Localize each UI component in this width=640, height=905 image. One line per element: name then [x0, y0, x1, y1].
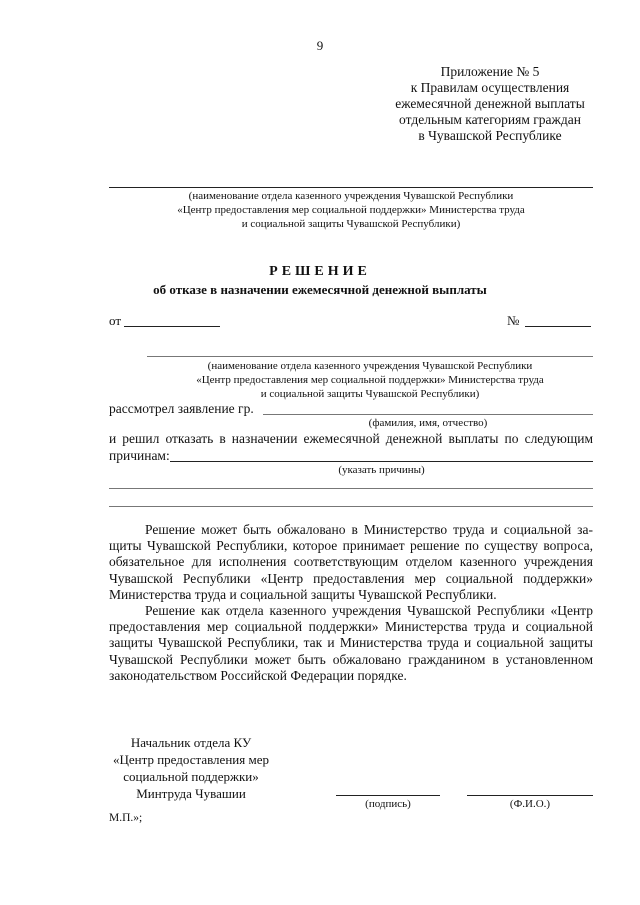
signature-blank [336, 795, 440, 796]
reasons-blank [170, 461, 593, 462]
signatory-line: Начальник отдела КУ [130, 735, 252, 750]
department-caption [147, 359, 593, 401]
caption-line: (наименование отдела казенного учреждения Чувашской Республики [207, 360, 533, 372]
applicant-label: рассмотрел заявление гр. [109, 401, 254, 416]
paragraph-line: Решение как отдела казенного учреждения Чувашской Республики «Центр [145, 603, 593, 618]
organization-name-line [109, 187, 593, 188]
paragraph-line: законодательством Российской Федерации порядке. [109, 667, 407, 683]
full-name-blank [467, 795, 593, 796]
refusal-statement [109, 431, 593, 447]
appendix-line: Приложение № 5 [440, 64, 540, 79]
applicant-caption: (фамилия, имя, отчество) [368, 417, 488, 429]
caption-line: и социальной защиты Чувашской Республики) [241, 218, 461, 230]
caption-line: «Центр предоставления мер социальной поддержки» Министерства труда [177, 204, 525, 216]
stamp-place: М.П.»; [109, 812, 143, 824]
appendix-line: отдельным категориям граждан [399, 112, 581, 127]
caption-line: и социальной защиты Чувашской Республики) [260, 388, 480, 400]
paragraph-line: обязательное для исполнения соответствующим отделом казенного учреждения [109, 554, 593, 570]
caption-line: (наименование отдела казенного учреждения Чувашской Республики [188, 190, 514, 202]
reasons-caption: (указать причины) [338, 464, 425, 476]
number-label: № [507, 313, 520, 328]
appendix-line: к Правилам осуществления [410, 80, 570, 95]
appeal-paragraph [109, 522, 593, 603]
paragraph-line: Чувашской Республики «Центр предоставления мер социальной поддержки» [109, 570, 593, 586]
signature-caption: (подпись) [365, 798, 411, 810]
paragraph-line: Решение может быть обжаловано в Министерство труда и социальной за- [145, 522, 593, 537]
appendix-line: ежемесячной денежной выплаты [395, 96, 585, 111]
reasons-extra-line [109, 506, 593, 507]
refusal-line: и решил отказать в назначении ежемесячной денежной выплаты по следующим [109, 431, 593, 446]
signatory-line: «Центр предоставления мер [113, 752, 269, 767]
reasons-label: причинам: [109, 448, 170, 463]
court-appeal-paragraph [109, 603, 593, 684]
full-name-caption: (Ф.И.О.) [509, 798, 551, 810]
date-blank [124, 326, 220, 327]
page-number: 9 [316, 38, 324, 53]
paragraph-line: Министерства труда и социальной защиты Чувашской Республики. [109, 586, 497, 602]
organization-caption [109, 189, 593, 231]
department-name-line [147, 356, 593, 357]
caption-line: «Центр предоставления мер социальной поддержки» Министерства труда [196, 374, 544, 386]
reasons-extra-line [109, 488, 593, 489]
paragraph-line: щиты Чувашской Республики, которое принимает решение по существу вопроса, [109, 538, 593, 554]
appendix-heading [380, 64, 600, 144]
date-label: от [109, 313, 122, 328]
paragraph-line: защиты Чувашской Республики, так и Министерства труда и социальной защиты [109, 635, 593, 651]
document-subtitle: об отказе в назначении ежемесячной денежной выплаты [153, 282, 487, 297]
signatory-line: Минтруда Чувашии [136, 786, 246, 801]
paragraph-line: предоставления мер социальной поддержки» Министерства труда и социальной [109, 619, 593, 635]
appendix-line: в Чувашской Республике [418, 128, 562, 143]
signatory-line: социальной поддержки» [123, 769, 259, 784]
paragraph-line: Чувашской Республики может быть обжаловано гражданином в установленном [109, 651, 593, 667]
signatory-title [96, 734, 286, 802]
document-title: РЕШЕНИЕ [269, 264, 371, 279]
applicant-name-blank [263, 414, 593, 415]
number-blank [525, 326, 591, 327]
